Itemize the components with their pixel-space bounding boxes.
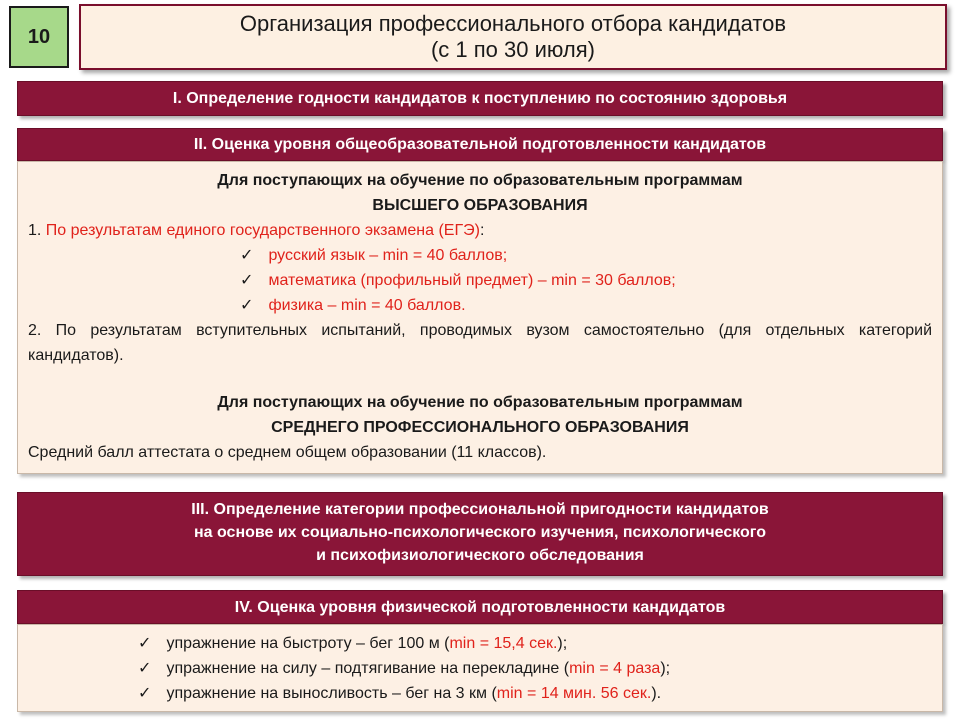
- section-3-heading: [17, 492, 943, 576]
- ege-item-text: По результатам единого государственного экзамена (ЕГЭ): [45, 222, 480, 239]
- check-icon: ✓: [138, 635, 152, 652]
- exam-item: [28, 293, 932, 318]
- exercise-item: [138, 681, 932, 706]
- exercise-item: [138, 631, 932, 656]
- page-title: [79, 4, 947, 70]
- section-2-heading-text: II. Оценка уровня общеобразовательной подготовленности кандидатов: [193, 136, 767, 153]
- ege-item-number: 1.: [28, 222, 42, 239]
- university-exams-item: 2. По результатам вступительных испытаний, проводимых вузом самостоятельно (для отдельных категорий кандидатов).: [28, 322, 932, 364]
- exam-item-text: математика (профильный предмет) – min = 30 баллов;: [268, 272, 676, 289]
- section-1-heading: [17, 81, 943, 116]
- secondary-ed-intro: Для поступающих на обучение по образовательным программам: [217, 394, 743, 411]
- secondary-ed-criteria: Средний балл аттестата о среднем общем образовании (11 классов).: [28, 444, 547, 461]
- exercise-text: упражнение на силу – подтягивание на перекладине (: [166, 660, 570, 677]
- exercise-min: min = 14 мин. 56 сек.: [496, 685, 652, 702]
- ege-item-suffix: :: [479, 222, 485, 239]
- section-4-heading: [17, 590, 943, 624]
- section-2-body: [17, 161, 943, 474]
- slide-number-text: 10: [27, 25, 51, 48]
- section-3-line-2: на основе их социально-психологического изучения, психологического: [193, 524, 767, 541]
- exam-item: [28, 243, 932, 268]
- check-icon: ✓: [240, 297, 254, 314]
- section-4-body: [17, 624, 943, 712]
- check-icon: ✓: [240, 272, 254, 289]
- check-icon: ✓: [138, 685, 152, 702]
- secondary-ed-program: СРЕДНЕГО ПРОФЕССИОНАЛЬНОГО ОБРАЗОВАНИЯ: [271, 419, 689, 436]
- exercise-min: min = 4 раза: [569, 660, 661, 677]
- section-3-line-1: III. Определение категории профессиональной пригодности кандидатов: [191, 501, 769, 518]
- exercise-end: );: [660, 660, 671, 677]
- exam-item-text: физика – min = 40 баллов.: [268, 297, 466, 314]
- exercise-end: ).: [651, 685, 662, 702]
- title-line-2: (с 1 по 30 июля): [430, 37, 595, 62]
- check-icon: ✓: [240, 247, 254, 264]
- section-4-heading-text: IV. Оценка уровня физической подготовленности кандидатов: [234, 598, 726, 616]
- section-3-line-3: и психофизиологического обследования: [316, 547, 644, 564]
- check-icon: ✓: [138, 660, 152, 677]
- exercise-text: упражнение на быстроту – бег 100 м (: [166, 635, 450, 652]
- higher-ed-program: ВЫСШЕГО ОБРАЗОВАНИЯ: [372, 197, 588, 214]
- exercise-item: [138, 656, 932, 681]
- exercise-text: упражнение на выносливость – бег на 3 км (: [166, 685, 497, 702]
- exercise-end: );: [557, 635, 568, 652]
- higher-ed-intro: Для поступающих на обучение по образовательным программам: [217, 172, 743, 189]
- exam-item-text: русский язык – min = 40 баллов;: [268, 247, 508, 264]
- ege-item: [28, 218, 932, 243]
- slide-number: [9, 6, 69, 68]
- title-line-1: Организация профессионального отбора кандидатов: [239, 11, 787, 36]
- exam-item: [28, 268, 932, 293]
- section-2-heading: [17, 128, 943, 161]
- exercise-min: min = 15,4 сек.: [449, 635, 558, 652]
- section-1-heading-text: I. Определение годности кандидатов к поступлению по состоянию здоровья: [172, 90, 788, 107]
